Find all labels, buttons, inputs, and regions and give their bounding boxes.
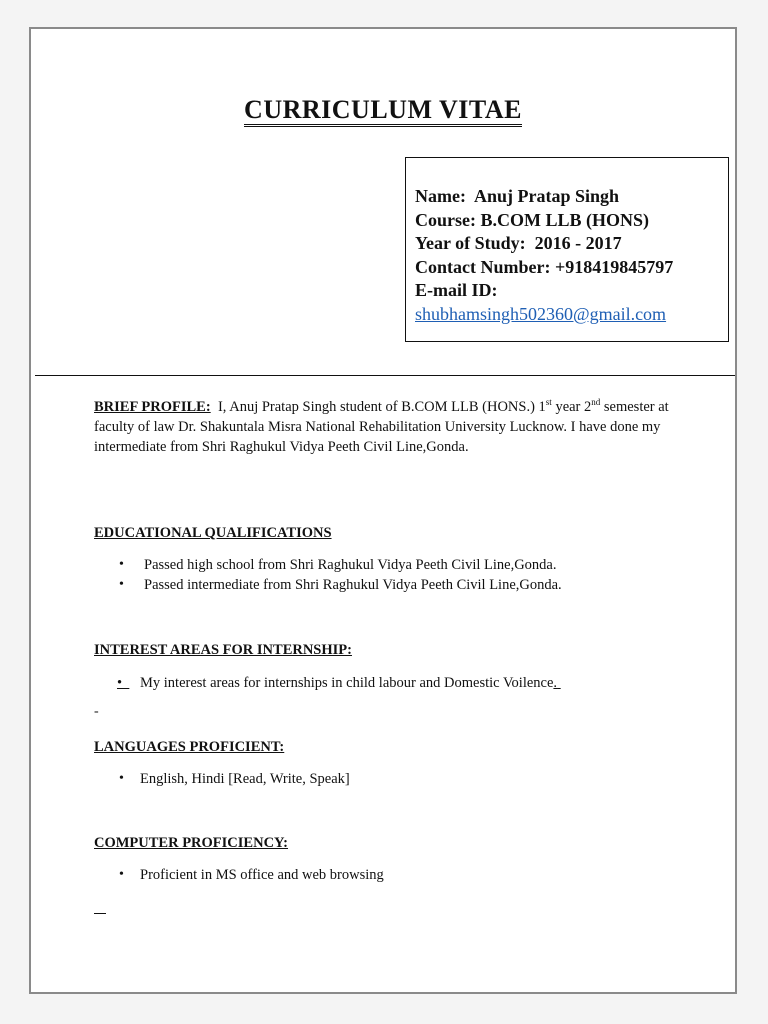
- course-line: Course: B.COM LLB (HONS): [415, 209, 650, 230]
- computer-list: [94, 865, 384, 885]
- brief-profile: [94, 397, 674, 457]
- bullet-icon: •: [117, 675, 130, 691]
- email-label: E-mail ID:: [415, 280, 498, 300]
- horizontal-divider: [35, 375, 735, 376]
- interest-heading: INTEREST AREAS FOR INTERNSHIP:: [94, 642, 352, 658]
- languages-heading: LANGUAGES PROFICIENT:: [94, 739, 285, 755]
- document-page: [29, 27, 737, 994]
- personal-info-box: [405, 157, 729, 342]
- profile-text-3: semester at faculty of law Dr. Shakuntala Misra National Rehabilitation University Lucknow. I have done my intermediate from Shri Raghukul Vidya Peeth Civil Line,Gonda.: [94, 399, 669, 455]
- brief-profile-heading: BRIEF PROFILE:: [94, 399, 211, 415]
- contact-line: Contact Number: +918419845797: [415, 256, 674, 277]
- year-line: Year of Study: 2016 - 2017: [415, 233, 622, 253]
- computer-heading: COMPUTER PROFICIENCY:: [94, 835, 289, 851]
- profile-sup-2: nd: [591, 397, 601, 408]
- computer-section: [94, 833, 384, 885]
- stray-underline: [94, 913, 106, 914]
- education-heading: EDUCATIONAL QUALIFICATIONS: [94, 525, 332, 541]
- profile-sup-1: st: [545, 397, 552, 408]
- list-item: • Passed intermediate from Shri Raghukul Vidya Peeth Civil Line,Gonda.: [94, 575, 562, 595]
- stray-mark: -: [94, 704, 99, 719]
- interest-item: • My interest areas for internships in child labour and Domestic Voilence.: [117, 675, 558, 691]
- list-item: • English, Hindi [Read, Write, Speak]: [94, 769, 350, 789]
- profile-text-1: I, Anuj Pratap Singh student of B.COM LLB (HONS.) 1: [217, 399, 546, 415]
- interest-section: [94, 640, 561, 693]
- list-item: • Proficient in MS office and web browsing: [94, 865, 384, 885]
- education-section: [94, 523, 562, 595]
- email-link[interactable]: shubhamsingh502360@gmail.com: [415, 303, 667, 324]
- languages-list: [94, 769, 350, 789]
- education-list: [94, 555, 562, 595]
- profile-text-2: year 2: [551, 399, 592, 415]
- list-item: • Passed high school from Shri Raghukul Vidya Peeth Civil Line,Gonda.: [94, 555, 562, 575]
- name-line: Name: Anuj Pratap Singh: [415, 186, 620, 206]
- languages-section: [94, 737, 350, 789]
- document-title: CURRICULUM VITAE: [31, 95, 735, 125]
